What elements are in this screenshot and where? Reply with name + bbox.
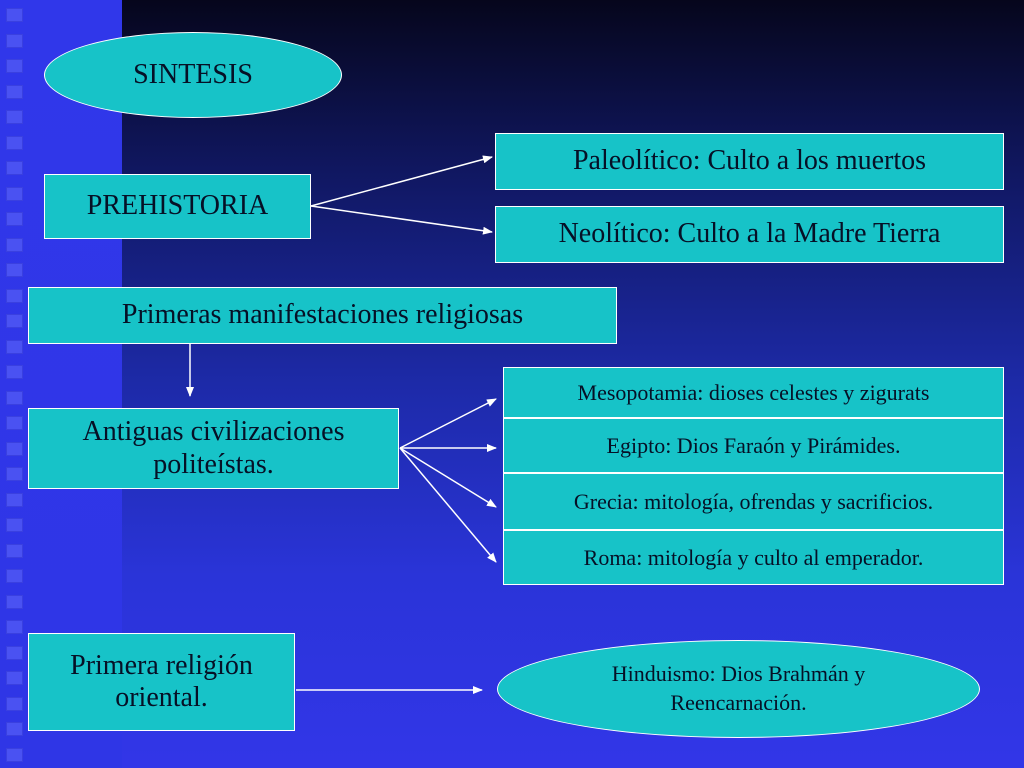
decorative-square	[6, 467, 23, 481]
decorative-square	[6, 722, 23, 736]
decorative-square	[6, 391, 23, 405]
title-oval: SINTESIS	[44, 32, 342, 118]
decorative-square	[6, 544, 23, 558]
decorative-square	[6, 748, 23, 762]
decorative-square	[6, 595, 23, 609]
decorative-square	[6, 34, 23, 48]
decorative-square	[6, 493, 23, 507]
decorative-square	[6, 238, 23, 252]
decorative-square	[6, 212, 23, 226]
arrow-prehistoria-paleolitico	[311, 157, 492, 206]
decorative-square	[6, 59, 23, 73]
arrow-antiguas-mesopotamia	[400, 399, 496, 448]
decorative-square	[6, 646, 23, 660]
decorative-square	[6, 8, 23, 22]
primeras-manifestaciones-box: Primeras manifestaciones religiosas	[28, 287, 617, 344]
decorative-square	[6, 518, 23, 532]
arrow-antiguas-roma	[400, 448, 496, 562]
prehistoria-box: PREHISTORIA	[44, 174, 311, 239]
arrow-prehistoria-neolitico	[311, 206, 492, 232]
decorative-square	[6, 416, 23, 430]
egipto-box: Egipto: Dios Faraón y Pirámides.	[503, 418, 1004, 473]
antiguas-civilizaciones-box: Antiguas civilizaciones politeístas.	[28, 408, 399, 489]
decorative-square	[6, 314, 23, 328]
decorative-square	[6, 340, 23, 354]
decorative-square	[6, 136, 23, 150]
decorative-square	[6, 187, 23, 201]
decorative-square	[6, 620, 23, 634]
primera-religion-oriental-box: Primera religión oriental.	[28, 633, 295, 731]
paleolitico-box: Paleolítico: Culto a los muertos	[495, 133, 1004, 190]
decorative-square	[6, 263, 23, 277]
roma-box: Roma: mitología y culto al emperador.	[503, 530, 1004, 585]
mesopotamia-box: Mesopotamia: dioses celestes y zigurats	[503, 367, 1004, 418]
neolitico-box: Neolítico: Culto a la Madre Tierra	[495, 206, 1004, 263]
decorative-square	[6, 697, 23, 711]
hinduismo-oval: Hinduismo: Dios Brahmán y Reencarnación.	[497, 640, 980, 738]
decorative-square	[6, 671, 23, 685]
decorative-square	[6, 110, 23, 124]
decorative-squares-column	[0, 0, 30, 768]
decorative-square	[6, 289, 23, 303]
decorative-square	[6, 365, 23, 379]
decorative-square	[6, 161, 23, 175]
grecia-box: Grecia: mitología, ofrendas y sacrificios.	[503, 473, 1004, 530]
decorative-square	[6, 85, 23, 99]
arrow-antiguas-grecia	[400, 448, 496, 507]
decorative-square	[6, 569, 23, 583]
decorative-square	[6, 442, 23, 456]
